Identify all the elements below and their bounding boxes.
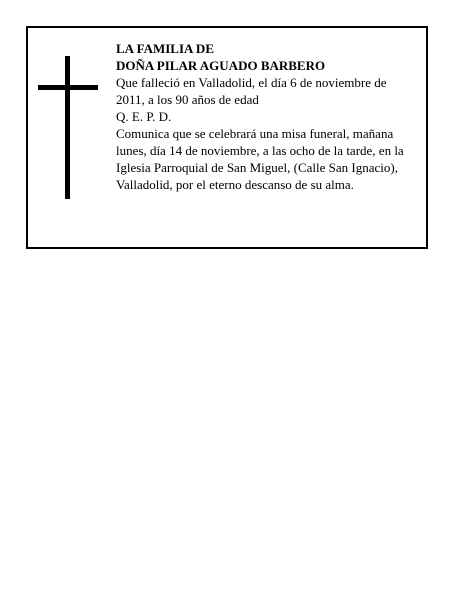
obituary-notice bbox=[26, 26, 428, 249]
death-info: Que falleció en Valladolid, el día 6 de noviembre de 2011, a los 90 años de edad bbox=[116, 75, 387, 107]
cross-icon bbox=[38, 56, 98, 199]
mass-info: Comunica que se celebrará una misa funeral, mañana lunes, día 14 de noviembre, a las ocho de la tarde, en la Iglesia Parroquial de San Miguel, (Calle San Ignacio), Valladolid, por el eterno descanso de su alma. bbox=[116, 126, 404, 192]
cross-horizontal-bar bbox=[38, 85, 98, 90]
rip-text: Q. E. P. D. bbox=[116, 109, 172, 124]
deceased-name: DOÑA PILAR AGUADO BARBERO bbox=[116, 58, 326, 73]
notice-text bbox=[116, 40, 418, 193]
cross-vertical-bar bbox=[65, 56, 70, 199]
family-heading: LA FAMILIA DE bbox=[116, 41, 214, 56]
